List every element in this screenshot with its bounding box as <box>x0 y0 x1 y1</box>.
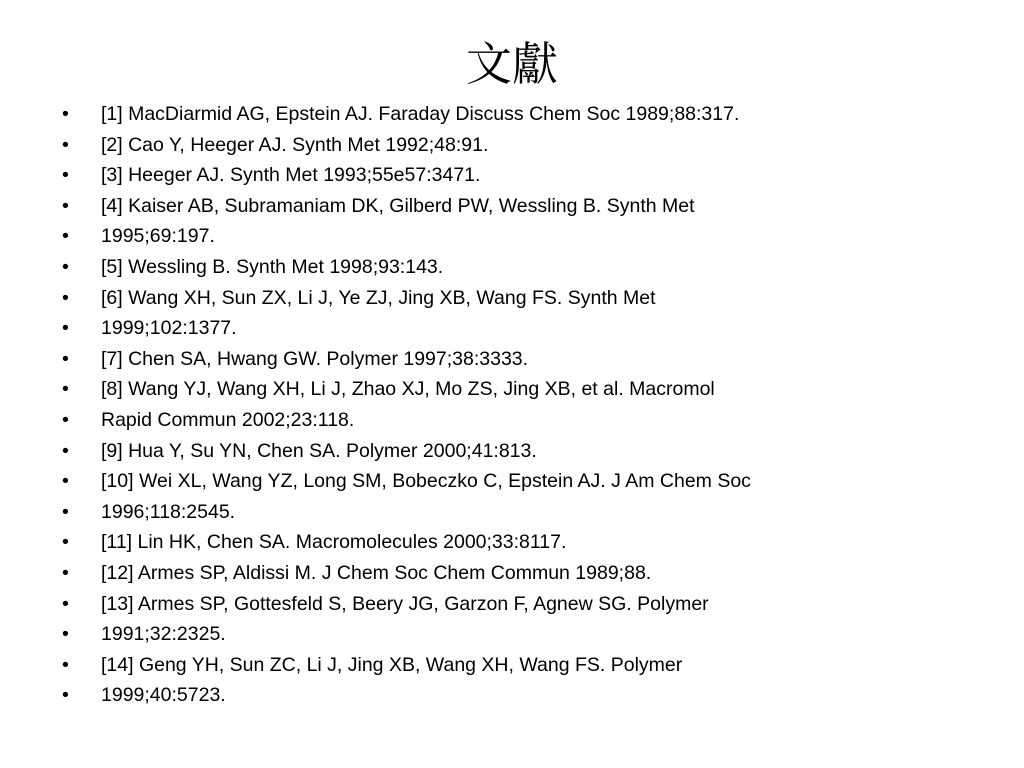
reference-item <box>62 680 1002 711</box>
reference-text: 1995;69:197. <box>101 225 215 248</box>
bullet-icon: • <box>62 164 69 187</box>
reference-text: [13] Armes SP, Gottesfeld S, Beery JG, Garzon F, Agnew SG. Polymer <box>101 592 709 615</box>
bullet-icon: • <box>62 684 69 707</box>
reference-item <box>62 650 1002 681</box>
reference-item <box>62 558 1002 589</box>
reference-text: [10] Wei XL, Wang YZ, Long SM, Bobeczko C, Epstein AJ. J Am Chem Soc <box>101 470 751 493</box>
reference-item <box>62 191 1002 222</box>
bullet-icon: • <box>62 347 69 370</box>
reference-text: 1991;32:2325. <box>101 623 226 646</box>
bullet-icon: • <box>62 653 69 676</box>
reference-text: [9] Hua Y, Su YN, Chen SA. Polymer 2000;41:813. <box>101 439 537 462</box>
bullet-icon: • <box>62 286 69 309</box>
reference-text: [11] Lin HK, Chen SA. Macromolecules 2000;33:8117. <box>101 531 567 554</box>
reference-text: [6] Wang XH, Sun ZX, Li J, Ye ZJ, Jing XB, Wang FS. Synth Met <box>101 286 656 309</box>
reference-text: [14] Geng YH, Sun ZC, Li J, Jing XB, Wang XH, Wang FS. Polymer <box>101 653 683 676</box>
reference-text: [8] Wang YJ, Wang XH, Li J, Zhao XJ, Mo ZS, Jing XB, et al. Macromol <box>101 378 715 401</box>
reference-item <box>62 589 1002 620</box>
bullet-icon: • <box>62 561 69 584</box>
reference-item <box>62 374 1002 405</box>
reference-item <box>62 405 1002 436</box>
bullet-icon: • <box>62 225 69 248</box>
reference-item <box>62 466 1002 497</box>
reference-text: [1] MacDiarmid AG, Epstein AJ. Faraday Discuss Chem Soc 1989;88:317. <box>101 103 740 125</box>
reference-item <box>62 283 1002 314</box>
reference-list <box>62 99 1002 711</box>
bullet-icon: • <box>62 623 69 646</box>
reference-text: [5] Wessling B. Synth Met 1998;93:143. <box>101 255 444 278</box>
reference-item <box>62 160 1002 191</box>
bullet-icon: • <box>62 103 69 125</box>
bullet-icon: • <box>62 408 69 431</box>
reference-text: [2] Cao Y, Heeger AJ. Synth Met 1992;48:91. <box>101 133 489 156</box>
reference-text: 1996;118:2545. <box>101 500 236 523</box>
reference-item <box>62 99 1002 130</box>
reference-item <box>62 527 1002 558</box>
bullet-icon: • <box>62 317 69 340</box>
bullet-icon: • <box>62 133 69 156</box>
reference-item <box>62 344 1002 375</box>
reference-text: Rapid Commun 2002;23:118. <box>101 408 355 431</box>
reference-text: [12] Armes SP, Aldissi M. J Chem Soc Chem Commun 1989;88. <box>101 561 652 584</box>
bullet-icon: • <box>62 531 69 554</box>
bullet-icon: • <box>62 470 69 493</box>
reference-item <box>62 497 1002 528</box>
reference-text: 1999;40:5723. <box>101 684 226 707</box>
reference-item <box>62 436 1002 467</box>
reference-text: [3] Heeger AJ. Synth Met 1993;55e57:3471. <box>101 164 481 187</box>
bullet-icon: • <box>62 194 69 217</box>
reference-item <box>62 619 1002 650</box>
bullet-icon: • <box>62 255 69 278</box>
reference-text: 1999;102:1377. <box>101 317 237 340</box>
bullet-icon: • <box>62 592 69 615</box>
reference-item <box>62 221 1002 252</box>
bullet-icon: • <box>62 500 69 523</box>
reference-text: [4] Kaiser AB, Subramaniam DK, Gilberd PW, Wessling B. Synth Met <box>101 194 695 217</box>
slide-title: 文獻 <box>466 37 558 91</box>
reference-item <box>62 252 1002 283</box>
reference-item <box>62 130 1002 161</box>
reference-text: [7] Chen SA, Hwang GW. Polymer 1997;38:3333. <box>101 347 529 370</box>
bullet-icon: • <box>62 378 69 401</box>
reference-item <box>62 313 1002 344</box>
bullet-icon: • <box>62 439 69 462</box>
